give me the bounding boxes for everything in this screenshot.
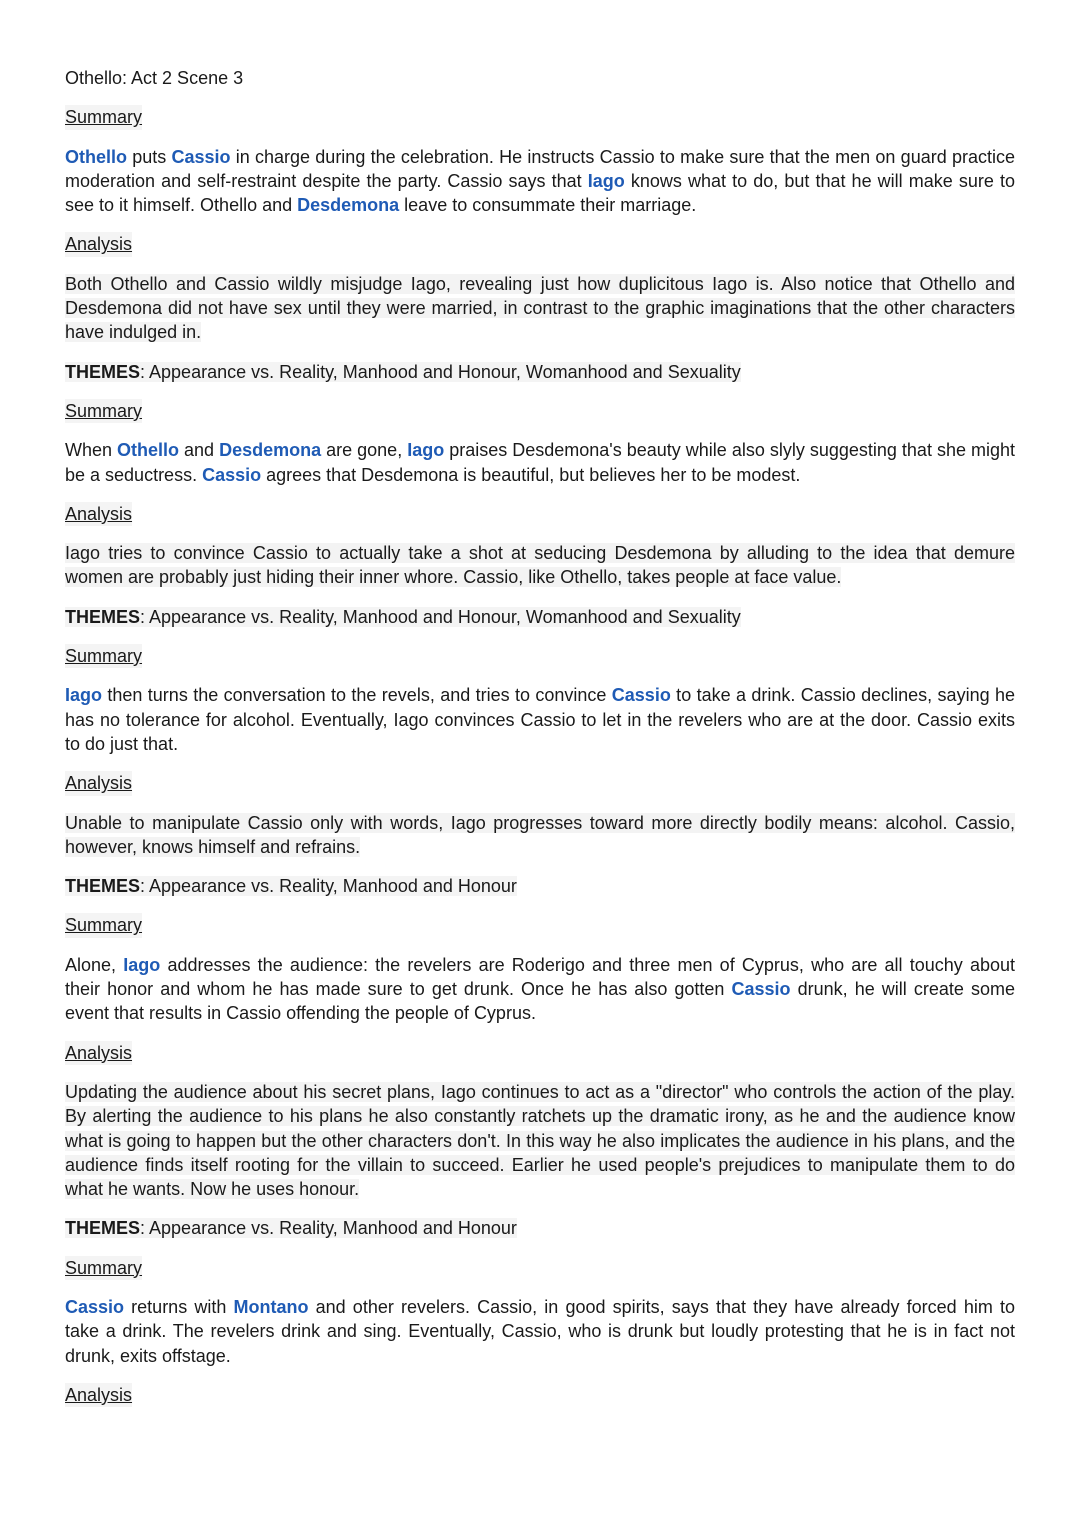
themes-line — [65, 874, 1015, 898]
summary-text: Alone, — [65, 954, 124, 975]
analysis-heading: Analysis — [65, 1041, 132, 1065]
summary-heading: Summary — [65, 1256, 142, 1280]
themes-list: : Appearance vs. Reality, Manhood and Honour, Womanhood and Sexuality — [140, 606, 741, 627]
character-name: Othello — [117, 440, 180, 461]
themes-line — [65, 605, 1015, 629]
summary-heading-wrap — [65, 399, 1015, 423]
themes-list: : Appearance vs. Reality, Manhood and Honour — [140, 1218, 517, 1239]
character-name: Othello — [65, 146, 127, 167]
summary-text: and other revelers. Cassio, in good spirits, says that they have already forced him to take a drink. The revelers drink and sing. Eventually, Cassio, who is drunk but loudly protesting that he is in fact not drunk, exits offstage. — [65, 1296, 1015, 1366]
analysis-heading-wrap — [65, 1041, 1015, 1065]
analysis-text: Iago tries to convince Cassio to actually take a shot at seducing Desdemona by alluding to the idea that demure women are probably just hiding their inner whore. Cassio, like Othello, takes people at face value. — [65, 543, 1015, 588]
summary-text: are gone, — [321, 440, 408, 461]
summary-paragraph — [65, 953, 1015, 1026]
analysis-paragraph — [65, 541, 1015, 590]
summary-text: in charge during the celebration. He instructs Cassio to make sure that the men on guard practice moderation and self-restraint despite the party. Cassio says that — [65, 146, 1015, 191]
analysis-text: Unable to manipulate Cassio only with words, Iago progresses toward more directly bodily means: alcohol. Cassio, however, knows himself and refrains. — [65, 812, 1015, 857]
character-name: Iago — [123, 954, 161, 975]
character-name: Cassio — [65, 1296, 125, 1317]
summary-paragraph — [65, 1295, 1015, 1368]
analysis-heading: Analysis — [65, 771, 132, 795]
summary-text: addresses the audience: the revelers are Roderigo and three men of Cyprus, who are all touchy about their honor and whom he has made sure to get drunk. Once he has also gotten — [65, 954, 1015, 1000]
analysis-heading-wrap — [65, 1383, 1015, 1407]
analysis-paragraph — [65, 811, 1015, 860]
themes-line — [65, 1216, 1015, 1240]
analysis-heading: Analysis — [65, 1383, 132, 1407]
character-name: Cassio — [731, 979, 791, 1000]
analysis-text: Both Othello and Cassio wildly misjudge Iago, revealing just how duplicitous Iago is. Also notice that Othello and Desdemona did not have sex until they were married, in contrast to the graphic imaginations that the other characters have indulged in. — [65, 273, 1015, 343]
themes-line — [65, 360, 1015, 384]
character-name: Iago — [65, 685, 103, 706]
analysis-heading-wrap — [65, 771, 1015, 795]
analysis-paragraph — [65, 272, 1015, 345]
themes-label: THEMES — [65, 361, 141, 382]
themes-label: THEMES — [65, 606, 141, 627]
summary-heading: Summary — [65, 105, 142, 129]
summary-heading: Summary — [65, 399, 142, 423]
summary-text: When — [65, 440, 118, 461]
summary-text: to take a drink. Cassio declines, saying he has no tolerance for alcohol. Eventually, Iago convinces Cassio to let in the revelers who are at the door. Cassio exits to do just that. — [65, 685, 1015, 754]
character-name: Cassio — [171, 146, 231, 167]
summary-text: returns with — [124, 1296, 234, 1317]
themes-highlight — [65, 362, 741, 382]
themes-label: THEMES — [65, 876, 141, 897]
summary-heading: Summary — [65, 913, 142, 937]
summary-paragraph — [65, 683, 1015, 756]
themes-list: : Appearance vs. Reality, Manhood and Honour, Womanhood and Sexuality — [140, 361, 741, 382]
section — [65, 105, 1015, 384]
document-page — [65, 66, 1015, 1422]
summary-heading-wrap — [65, 1256, 1015, 1280]
themes-list: : Appearance vs. Reality, Manhood and Honour — [140, 876, 517, 897]
themes-label: THEMES — [65, 1218, 141, 1239]
character-name: Iago — [407, 440, 445, 461]
summary-heading-wrap — [65, 105, 1015, 129]
section — [65, 1256, 1015, 1407]
summary-heading-wrap — [65, 913, 1015, 937]
summary-text: then turns the conversation to the revels, and tries to convince — [102, 685, 612, 706]
analysis-heading: Analysis — [65, 502, 132, 526]
section — [65, 913, 1015, 1240]
themes-highlight — [65, 876, 517, 896]
character-name: Desdemona — [297, 195, 400, 216]
analysis-text: Updating the audience about his secret plans, Iago continues to act as a "director" who controls the action of the play. By alerting the audience to his plans he also constantly ratchets up the dramatic irony, as he and the audience know what is going to happen but the other characters don't. In this way he also implicates the audience in his plans, and the audience finds itself rooting for the villain to succeed. Earlier he used people's prejudices to manipulate them to do what he wants. Now he uses honour. — [65, 1081, 1015, 1200]
analysis-heading-wrap — [65, 502, 1015, 526]
summary-text: puts — [127, 146, 172, 167]
summary-heading: Summary — [65, 644, 142, 668]
document-title: Othello: Act 2 Scene 3 — [65, 68, 244, 88]
summary-text: leave to consummate their marriage. — [399, 195, 697, 216]
character-name: Cassio — [202, 464, 262, 485]
summary-text: drunk, he will create some event that results in Cassio offending the people of Cyprus. — [65, 979, 1015, 1024]
analysis-heading-wrap — [65, 232, 1015, 256]
summary-heading-wrap — [65, 644, 1015, 668]
summary-paragraph — [65, 438, 1015, 487]
summary-paragraph — [65, 145, 1015, 218]
summary-text: agrees that Desdemona is beautiful, but believes her to be modest. — [261, 464, 801, 485]
analysis-paragraph — [65, 1080, 1015, 1201]
themes-highlight — [65, 1218, 517, 1238]
character-name: Desdemona — [219, 440, 322, 461]
analysis-heading: Analysis — [65, 232, 132, 256]
character-name: Montano — [233, 1296, 309, 1317]
section — [65, 644, 1015, 898]
summary-text: praises Desdemona's beauty while also slyly suggesting that she might be a seductress. — [65, 440, 1015, 485]
summary-text: knows what to do, but that he will make sure to see to it himself. Othello and — [65, 170, 1015, 216]
character-name: Iago — [587, 170, 625, 191]
section — [65, 399, 1015, 629]
themes-highlight — [65, 607, 741, 627]
sections-container — [65, 105, 1015, 1407]
character-name: Cassio — [611, 685, 671, 706]
summary-text: and — [179, 440, 220, 461]
